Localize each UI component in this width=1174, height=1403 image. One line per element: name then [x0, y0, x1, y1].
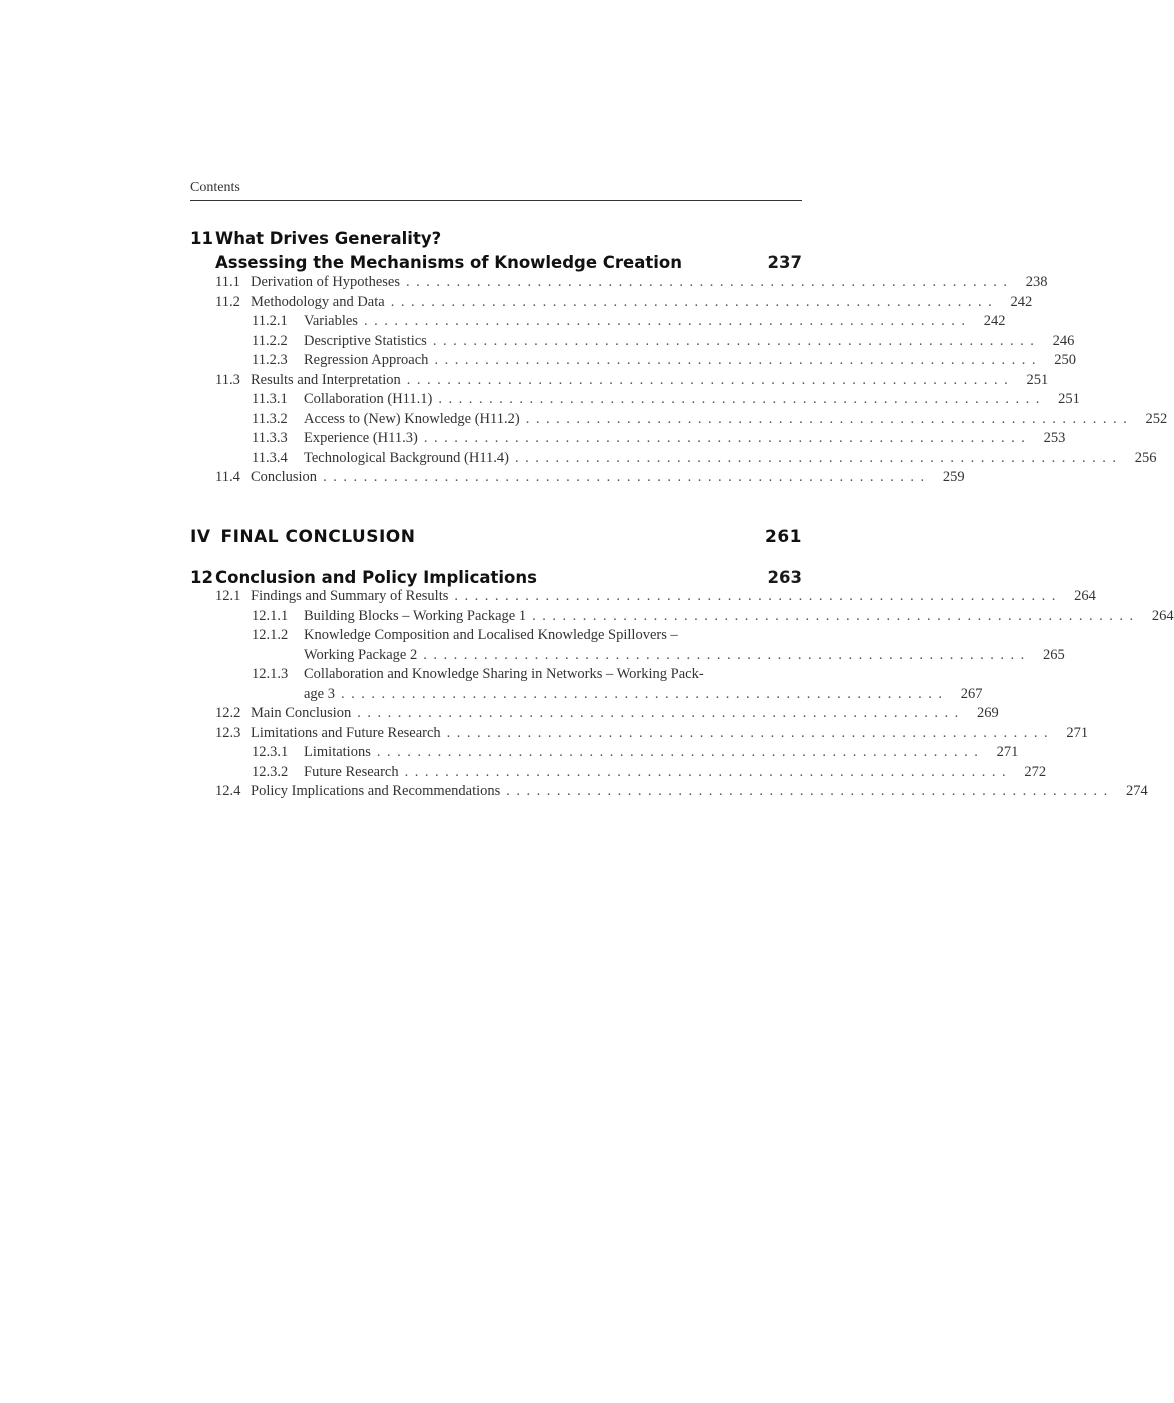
part-iv-page: 261	[765, 527, 802, 547]
leader-dots: ............................................................	[406, 274, 1014, 290]
entry-title: Future Research	[304, 763, 399, 780]
chapter-title: Conclusion and Policy Implications	[215, 568, 537, 587]
entry-title: Regression Approach	[304, 352, 429, 368]
entry-number: 12.3.1	[252, 744, 289, 760]
entry-title-continuation: age 3	[304, 685, 335, 702]
leader-dots: ............................................................	[446, 724, 1055, 741]
chapter-11-page: 237	[767, 253, 802, 272]
entry-title-continuation: Working Package 2	[304, 646, 418, 663]
entry-number: 11.2	[215, 293, 240, 310]
toc-entry[interactable]	[215, 705, 999, 724]
toc-page	[190, 0, 1174, 1403]
toc-entry-continuation[interactable]	[304, 646, 1065, 666]
toc-entry[interactable]	[215, 293, 1033, 313]
leader-dots: ............................................................	[454, 588, 1062, 604]
entry-page: 252	[1145, 410, 1168, 427]
entry-title: Main Conclusion	[251, 705, 352, 721]
entry-title: Limitations	[304, 744, 371, 760]
toc-entry[interactable]	[215, 588, 1096, 607]
entry-title: Building Blocks – Working Package 1	[304, 607, 527, 624]
entry-title: Descriptive Statistics	[304, 332, 427, 349]
entry-number: 11.3.2	[252, 410, 288, 427]
entry-page: 271	[996, 744, 1019, 760]
toc-entry[interactable]	[252, 607, 1174, 627]
entry-page: 250	[1054, 352, 1076, 368]
toc-entry[interactable]	[252, 313, 1006, 332]
toc-entry[interactable]	[252, 391, 1080, 410]
leader-dots: ............................................................	[515, 449, 1123, 466]
part-numeral: IV	[190, 527, 211, 547]
entry-number: 12.3.2	[252, 763, 289, 780]
entry-number: 12.3	[215, 724, 241, 741]
toc-entry[interactable]	[252, 744, 1019, 763]
chapter-11-title[interactable]	[190, 229, 441, 248]
entry-number: 12.4	[215, 783, 241, 799]
entry-title: Technological Background (H11.4)	[304, 449, 510, 466]
entry-number: 12.2	[215, 705, 241, 721]
toc-entry[interactable]	[252, 627, 802, 646]
leader-dots: ............................................................	[406, 371, 1015, 388]
entry-page: 242	[983, 313, 1006, 329]
chapter-12-title[interactable]	[190, 568, 537, 587]
part-title: FINAL CONCLUSION	[220, 527, 416, 547]
entry-page: 264	[1074, 588, 1096, 604]
toc-entry[interactable]	[252, 666, 802, 685]
entry-page: 246	[1052, 332, 1075, 349]
entry-page: 264	[1151, 607, 1174, 624]
entry-title: Conclusion	[251, 469, 318, 485]
leader-dots: ............................................................	[357, 705, 965, 721]
leader-dots: ............................................................	[532, 607, 1140, 624]
part-iv-title[interactable]	[190, 527, 415, 547]
entry-title: Knowledge Composition and Localised Knowledge Spillovers –	[304, 627, 678, 643]
entry-title: Policy Implications and Recommendations	[251, 783, 501, 799]
toc-entry[interactable]	[252, 352, 1076, 371]
entry-number: 11.3.3	[252, 430, 288, 446]
toc-entry[interactable]	[215, 371, 1049, 391]
toc-entry[interactable]	[252, 449, 1157, 469]
entry-number: 11.2.2	[252, 332, 288, 349]
chapter-11-subtitle[interactable]: Assessing the Mechanisms of Knowledge Creation	[215, 253, 682, 272]
toc-entry[interactable]	[215, 783, 1148, 802]
leader-dots: ............................................................	[404, 763, 1013, 780]
entry-title: Collaboration (H11.1)	[304, 391, 433, 407]
entry-page: 269	[977, 705, 999, 721]
entry-number: 12.1	[215, 588, 241, 604]
entry-page: 274	[1126, 783, 1148, 799]
entry-number: 11.3	[215, 371, 240, 388]
entry-page: 242	[1010, 293, 1033, 310]
leader-dots: ............................................................	[434, 352, 1042, 368]
chapter-title-line1: What Drives Generality?	[215, 229, 442, 248]
entry-number: 12.1.2	[252, 627, 289, 643]
entry-number: 11.2.1	[252, 313, 288, 329]
entry-number: 11.4	[215, 469, 240, 485]
entry-number: 11.3.1	[252, 391, 288, 407]
entry-title: Access to (New) Knowledge (H11.2)	[304, 410, 520, 427]
entry-page: 251	[1026, 371, 1049, 388]
toc-entry[interactable]	[252, 763, 1047, 783]
entry-number: 11.2.3	[252, 352, 288, 368]
entry-title: Methodology and Data	[251, 293, 385, 310]
leader-dots: ............................................................	[423, 646, 1031, 663]
entry-page: 259	[942, 469, 965, 485]
entry-title: Collaboration and Knowledge Sharing in Networks – Working Pack-	[304, 666, 704, 682]
leader-dots: ............................................................	[525, 410, 1134, 427]
leader-dots: ............................................................	[506, 783, 1114, 799]
leader-dots: ............................................................	[438, 391, 1046, 407]
toc-entry[interactable]	[252, 430, 1066, 449]
entry-title: Findings and Summary of Results	[251, 588, 449, 604]
entry-page: 238	[1025, 274, 1048, 290]
entry-page: 265	[1042, 646, 1065, 663]
header-rule	[190, 200, 802, 201]
toc-entry[interactable]	[252, 410, 1168, 430]
leader-dots: ............................................................	[423, 430, 1032, 446]
running-head: Contents	[190, 180, 240, 195]
leader-dots: ............................................................	[363, 313, 972, 329]
chapter-number: 12	[190, 568, 213, 587]
entry-number: 12.1.3	[252, 666, 289, 682]
entry-title: Results and Interpretation	[251, 371, 401, 388]
leader-dots: ............................................................	[341, 685, 949, 702]
toc-entry[interactable]	[252, 332, 1075, 352]
toc-entry[interactable]	[215, 274, 1048, 293]
toc-entry[interactable]	[215, 469, 965, 488]
leader-dots: ............................................................	[390, 293, 999, 310]
entry-number: 11.3.4	[252, 449, 288, 466]
entry-title: Variables	[304, 313, 358, 329]
leader-dots: ............................................................	[432, 332, 1041, 349]
leader-dots: ............................................................	[376, 744, 985, 760]
chapter-number: 11	[190, 229, 213, 248]
leader-dots: ............................................................	[323, 469, 931, 485]
entry-page: 253	[1043, 430, 1066, 446]
entry-page: 256	[1134, 449, 1157, 466]
entry-title: Limitations and Future Research	[251, 724, 441, 741]
entry-number: 11.1	[215, 274, 240, 290]
toc-entry[interactable]	[215, 724, 1089, 744]
toc-entry-continuation[interactable]	[304, 685, 983, 705]
entry-number: 12.1.1	[252, 607, 289, 624]
entry-title: Derivation of Hypotheses	[251, 274, 400, 290]
chapter-12-page: 263	[767, 568, 802, 587]
entry-title: Experience (H11.3)	[304, 430, 418, 446]
entry-page: 272	[1024, 763, 1047, 780]
entry-page: 251	[1058, 391, 1080, 407]
entry-page: 271	[1066, 724, 1089, 741]
entry-page: 267	[960, 685, 983, 702]
